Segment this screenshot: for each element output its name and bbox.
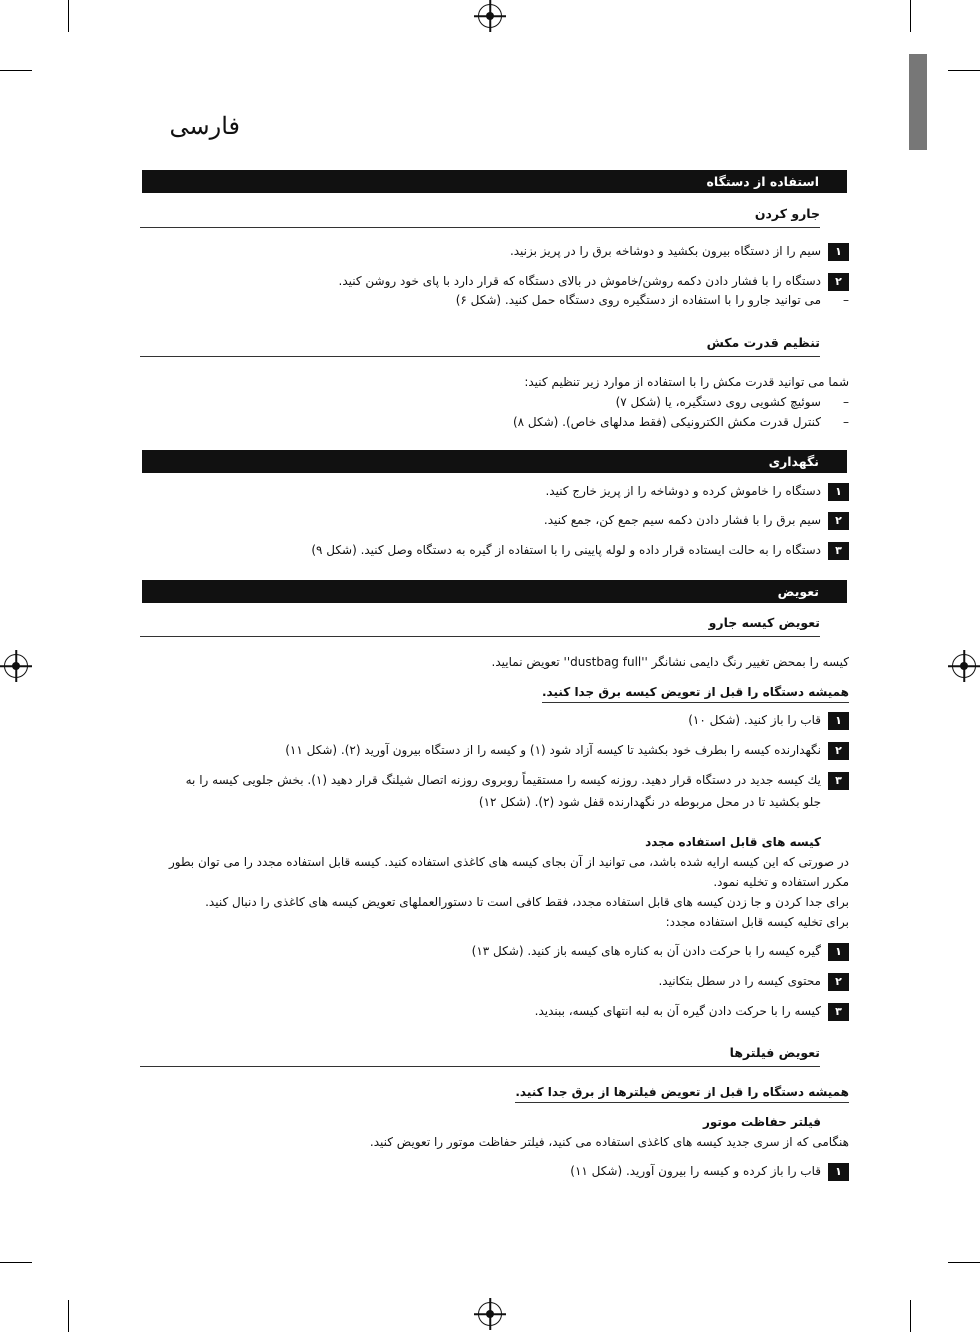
crop-mark (68, 1300, 69, 1332)
bullet-dash: – (843, 395, 849, 409)
bullet-text: کنترل قدرت مکش الکترونیکی (فقط مدلهای خاص). (شکل ۸) (512, 415, 821, 429)
step-item (139, 943, 849, 961)
step-number: ۱ (828, 943, 849, 961)
step-text: نگهدارنده کیسه را بطرف خود بکشید تا کیسه آزاد شود (۱) و کیسه را از دستگاه بیرون آورید (۲). (شکل ۱۱) (285, 743, 821, 757)
step-number: ۲ (828, 273, 849, 291)
step-text: سیم برق را با فشار دادن دکمه سیم جمع کن، جمع کنید. (543, 513, 821, 527)
note-unplug: همیشه دستگاه را قبل از تعویض کیسه برق جدا کنید. (542, 685, 849, 703)
registration-mark-icon (478, 4, 502, 28)
step-text: سیم را از دستگاه بیرون بکشید و دوشاخه برق را در پریز بزنید. (509, 244, 821, 258)
step-text: کیسه را با حرکت دادن گیره آن به لبه انتهای کیسه، ببندید. (534, 1004, 821, 1018)
step-number: ۳ (828, 772, 849, 790)
crop-mark (0, 1262, 32, 1263)
step-number: ۱ (828, 1163, 849, 1181)
step-item (139, 742, 849, 760)
motor-filter-heading: فیلتر حفاظت موتور (702, 1115, 821, 1129)
step-text: یك کیسه جدید در دستگاه قرار دهید. روزنه کیسه را مستقیماً روبروی روزنه اتصال شیلنگ قرار دهید (۱). بخش جلویی کیسه را به (185, 773, 821, 787)
section-header-using: استفاده از دستگاه (142, 170, 847, 193)
step-item (139, 273, 849, 291)
paragraph-line: برای تخلیه کیسه قابل استفاده مجدد: (665, 915, 849, 929)
registration-mark-icon (4, 654, 28, 678)
step-text: گیره کیسه را با حرکت دادن آن به کناره های کیسه باز کنید. (شکل ۱۳) (471, 944, 821, 958)
crop-mark (910, 1300, 911, 1332)
subheading-cord: جارو کردن (140, 206, 820, 228)
step-text: دستگاه را خاموش کرده و دوشاخه را از پریز خارج کنید. (545, 484, 821, 498)
step-text: دستگاه را به حالت ایستاده قرار داده و لوله پایینی را با استفاده از گیره به دستگاه وصل کنید. (شکل ۹) (311, 543, 821, 557)
subheading-dustbag: تعویض کیسه جارو (140, 615, 820, 637)
bullet-dash: – (843, 293, 849, 307)
step-item (139, 542, 849, 560)
bullet-item (139, 293, 849, 311)
note-unplug-filters: همیشه دستگاه را قبل از تعویض فیلترها از برق جدا کنید. (515, 1085, 849, 1103)
paragraph-line: برای جدا کردن و جا زدن کیسه های قابل استفاده مجدد، فقط کافی است تا دستورالعملهای تعویض کیسه های کاغذی را دنبال کنید. (205, 895, 849, 909)
registration-mark-icon (952, 654, 976, 678)
step-number: ۲ (828, 973, 849, 991)
step-item (139, 772, 849, 790)
crop-mark (910, 0, 911, 32)
step-item (139, 973, 849, 991)
step-item (139, 243, 849, 261)
bullet-dash: – (843, 415, 849, 429)
step-item (139, 1003, 849, 1021)
section-header-replacement: تعویض (142, 580, 847, 603)
step-item (139, 712, 849, 730)
paragraph-line: در صورتی که این کیسه ارایه شده باشد، می توانید از آن بجای کیسه های کاغذی استفاده کنید. کیسه قابل استفاده مجدد را می توان بطور (168, 855, 849, 869)
step-text: قاب را باز کرده و کیسه را بیرون آورید. (شکل ۱۱) (570, 1164, 821, 1178)
step-text-continuation: جلو بکشید تا در محل مربوطه در نگهدارنده قفل شود (۲). (شکل ۱۲) (478, 795, 821, 809)
paragraph-line: مکرر استفاده و تخلیه نمود. (713, 875, 849, 889)
step-text: قاب را باز کنید. (شکل ۱۰) (688, 713, 821, 727)
step-number: ۲ (828, 742, 849, 760)
language-tab (909, 54, 927, 150)
paragraph: کیسه را بمحض تغییر رنگ دایمی نشانگر ''dustbag full'' تعویض نمایید. (491, 655, 849, 669)
bullet-text: سوئیچ کشویی روی دستگیره، یا (شکل ۷) (615, 395, 821, 409)
crop-mark (948, 1262, 980, 1263)
step-number: ۱ (828, 483, 849, 501)
step-text: محتوی کیسه را در سطل بتکانید. (658, 974, 821, 988)
step-item (139, 1163, 849, 1181)
bullet-item (139, 415, 849, 433)
paragraph: هنگامی که از سری جدید کیسه های کاغذی استفاده می کنید، فیلتر حفاظت موتور را تعویض کنید. (369, 1135, 849, 1149)
paragraph: شما می توانید قدرت مکش را با استفاده از موارد زیر تنظیم کنید: (524, 375, 849, 389)
crop-mark (68, 0, 69, 32)
step-number: ۲ (828, 512, 849, 530)
page-title: فارسی (169, 112, 240, 140)
step-text: دستگاه را با فشار دادن دکمه روشن/خاموش در بالای دستگاه که قرار دارد با پای خود روشن کنید. (338, 274, 821, 288)
step-number: ۳ (828, 542, 849, 560)
bullet-item (139, 395, 849, 413)
subheading-suction: تنظیم قدرت مکش (140, 335, 820, 357)
step-number: ۱ (828, 243, 849, 261)
reusable-heading: کیسه های قابل استفاده مجدد (645, 835, 821, 849)
subheading-filters: تعویض فیلترها (140, 1045, 820, 1067)
crop-mark (0, 70, 32, 71)
crop-mark (948, 70, 980, 71)
registration-mark-icon (478, 1302, 502, 1326)
step-item (139, 512, 849, 530)
section-header-storage: نگهداری (142, 450, 847, 473)
step-number: ۳ (828, 1003, 849, 1021)
step-item (139, 483, 849, 501)
bullet-text: می توانید جارو را با استفاده از دستگیره روی دستگاه حمل کنید. (شکل ۶) (455, 293, 821, 307)
step-number: ۱ (828, 712, 849, 730)
